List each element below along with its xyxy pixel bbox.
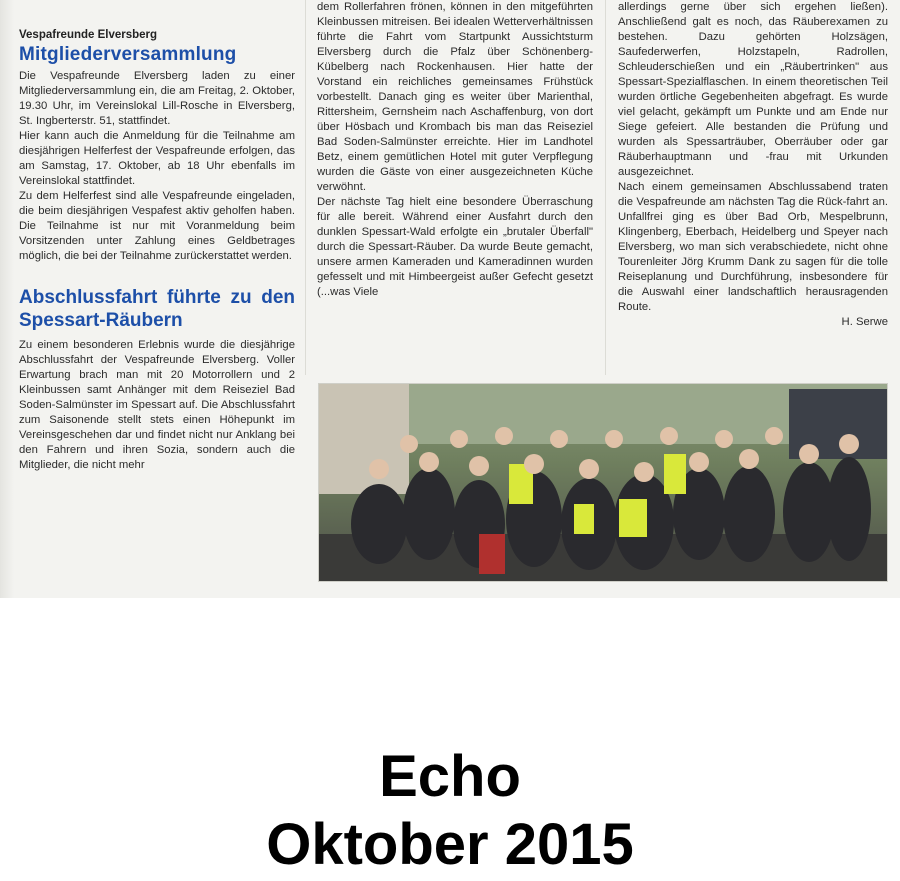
paragraph: Die Vespafreunde Elversberg laden zu einer Mitgliederversammlung ein, die am Freitag, 2. Oktober, 19.30 Uhr, im Vereinslokal Lill-Rosche in Elversberg, St. Ingberterstr. 51, stattfindet.: [19, 70, 295, 127]
group-photo: [318, 383, 888, 582]
paragraph: dem Rollerfahren frönen, können in den mitgeführten Kleinbussen mitreisen. Bei idealen Wetterverhältnissen führte die Fahrt vom Startpunkt Aussichtsturm Elversberg durch die Pfalz über Schönenberg-Kübelberg nach Rockenhausen. Hier hatte der Vorstand ein reichliches gemeinsames Frühstück vorbestellt. Danach ging es weiter über Marienthal, Rittersheim, Gernsheim nach Aschaffenburg, von dort über Hösbach und Krombach bis man das Reiseziel Bad Soden-Salmünster erreichte. Hier im Landhotel Betz, einem gemütlichen Hotel mit guter Verpflegung wurden die Gäste von einer ausgezeichneten Küche verwöhnt.: [317, 1, 593, 193]
paragraph: Nach einem gemeinsamen Abschlussabend traten die Vespafreunde am nächsten Tag die Rück-fahrt an. Unfallfrei ging es über Bad Orb, Mespelbrunn, Klingenberg, Eberbach, Heidelberg und Speyer nach Elversberg, wo man sich verabschiedete, nicht ohne Tourenleiter Jörg Krumm Dank zu sagen für die tolle Reiseplanung und Durchführung, insbesondere für die Auswahl einer landschaftlich herausragenden Route.: [618, 181, 888, 313]
column-divider: [305, 0, 306, 375]
article-column-3: [618, 0, 888, 330]
paragraph: allerdings gerne über sich ergehen ließen). Anschließend galt es noch, das Räuberexamen zu bestehen. Dazu gehörten Holzsägen, Saufederwerfen, Holzstapeln, Radrollen, Schleuderschießen und ein „Räubertrinken" aus Spessart-Spezialflaschen. In einem theoretischen Teil wurden örtliche Gegebenheiten abgefragt. Es wurde viel gelacht, gekämpft um Punkte und am Ende nur Siege gefeiert. Alle bestanden die Prüfung und wurden als Spessarträuber, Oberräuber oder gar Räuberhauptmann und -frau mit Urkunden ausgezeichnet.: [618, 1, 888, 178]
column-divider: [605, 0, 606, 375]
paragraph: Hier kann auch die Anmeldung für die Teilnahme am diesjährigen Helferfest der Vespafreunde erfolgen, das am Samstag, 17. Oktober, ab 18 Uhr ebenfalls im Vereinslokal stattfindet.: [19, 130, 295, 187]
article-kicker: Vespafreunde Elversberg: [19, 29, 158, 41]
paragraph: Zu einem besonderen Erlebnis wurde die diesjährige Abschlussfahrt der Vespafreunde Elversberg. Voller Erwartung brach man mit 20 Motorrollern und 2 Kleinbussen samt Anhänger mit dem Reiseziel Bad Soden-Salmünster im Spessart auf. Die Abschlussfahrt zum Saisonende stellt stets einen Höhepunkt im Vereinsgeschehen dar und findet nicht nur Anklang bei den Fahrern und ihren Sozia, sondern auch die Mitglieder, die nicht mehr: [19, 339, 295, 471]
headline-mitgliederversammlung: Mitgliederversammlung: [19, 44, 237, 65]
publication-name: Echo: [379, 744, 521, 809]
group-photo-illustration: [319, 384, 887, 581]
paragraph: Der nächste Tag hielt eine besondere Überraschung für alle bereit. Während einer Ausfahrt durch den dunklen Spessart-Wald erfolgte ein „brutaler Überfall" durch die Spessart-Räuber. Da wurde Beute gemacht, unsere armen Kameraden und Kameradinnen wurden gefesselt und mit Himbeergeist außer Gefecht gesetzt (...was Viele: [317, 196, 593, 298]
headline-abschlussfahrt: Abschlussfahrt führte zu den Spessart-Räubern: [19, 287, 295, 331]
page-edge-shadow: [0, 0, 14, 598]
publication-date: Oktober 2015: [266, 812, 634, 877]
paragraph: Zu dem Helferfest sind alle Vespafreunde eingeladen, die beim diesjährigen Vespafest aktiv geholfen haben. Die Teilnahme ist nur mit Voranmeldung beim Vorsitzenden unter Zahlung eines Geldbetrages möglich, die bei der Teilnahme zurückerstattet werden.: [19, 190, 295, 262]
article-column-1: [19, 0, 295, 473]
article-column-2: [317, 0, 593, 300]
author-signature: H. Serwe: [841, 316, 888, 328]
